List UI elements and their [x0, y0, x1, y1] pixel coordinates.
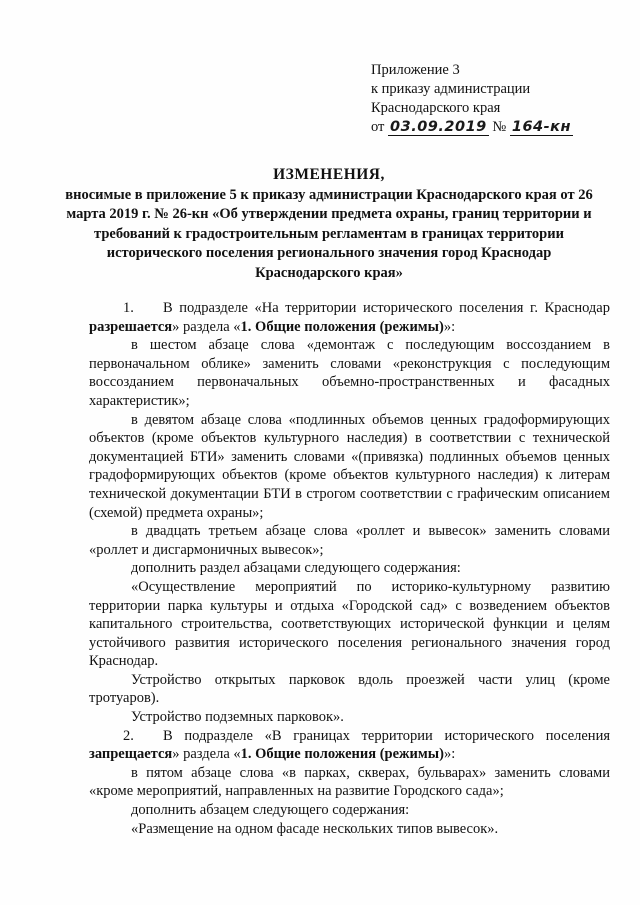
- bold-section-name: 1. Общие положения (режимы): [240, 746, 444, 763]
- paragraph-text: »:: [443, 746, 456, 763]
- paragraph-10: в пятом абзаце слова «в парках, скверах, бульварах» заменить словами «кроме мероприятий, направленных на развитие Городского сада»;: [89, 764, 610, 800]
- paragraph-4: в двадцать третьем абзаце слова «роллет и вывесок» заменить словами «роллет и дисгармоничных вывесок»;: [89, 523, 610, 558]
- paragraph-3: в девятом абзаце слова «подлинных объемов ценных градоформирующих объектов (кроме объектов культурного наследия) в соответствии с технической документацией БТИ» заменить словами «(привязка) подлинных объемов ценных градоформирующих объектов (кроме объектов культурного наследия) к литерам технической документации БТИ в строгом соответствии с графическим описанием (схемой) предмета охраны»;: [89, 411, 610, 521]
- document-title: [60, 165, 598, 283]
- paragraph-text: В подразделе «В границах территории исторического поселения: [163, 727, 610, 744]
- number-prefix: №: [492, 119, 507, 135]
- title-subtitle: вносимые в приложение 5 к приказу администрации Краснодарского края от 26 марта 2019 г. № 26-кн «Об утверждении предмета охраны, границ территории и требований к градостроительным регламентам в границах территории исторического поселения регионального значения город Краснодар Краснодарского края»: [65, 186, 593, 281]
- title-heading: ИЗМЕНЕНИЯ,: [273, 166, 385, 183]
- document-body: [89, 299, 610, 838]
- handwritten-date: 03.09.2019: [390, 119, 487, 135]
- paragraph-9: [89, 727, 610, 764]
- appendix-line-2: к приказу администрации: [371, 81, 531, 97]
- bold-section-name: 1. Общие положения (режимы): [240, 318, 444, 335]
- paragraph-text: В подразделе «На территории исторического поселения г. Краснодар: [163, 300, 610, 316]
- paragraph-number: 1.: [123, 300, 134, 316]
- paragraph-text: » раздела «: [172, 318, 241, 335]
- date-prefix: от: [371, 119, 385, 135]
- appendix-line-3: Краснодарского края: [371, 100, 501, 116]
- paragraph-number: 2.: [123, 727, 134, 744]
- bold-keyword: разрешается: [89, 318, 173, 335]
- paragraph-5: дополнить раздел абзацами следующего содержания:: [131, 560, 461, 577]
- paragraph-11: дополнить абзацем следующего содержания:: [131, 802, 410, 819]
- appendix-date-line: [371, 118, 573, 137]
- handwritten-number: 164-кн: [511, 119, 572, 135]
- bold-keyword: запрещается: [89, 746, 173, 763]
- appendix-line-1: Приложение 3: [371, 62, 460, 78]
- paragraph-7: Устройство открытых парковок вдоль проезжей части улиц (кроме тротуаров).: [89, 671, 610, 707]
- appendix-block: [371, 61, 573, 137]
- paragraph-text: »:: [443, 318, 456, 335]
- paragraph-text: » раздела «: [172, 746, 241, 763]
- paragraph-2: в шестом абзаце слова «демонтаж с последующим воссозданием в первоначальном облике» заменить словами «реконструкция с последующим воссозданием первоначальных объемно-пространственных и фасадных характеристик»;: [89, 337, 610, 409]
- paragraph-12: «Размещение на одном фасаде нескольких типов вывесок».: [131, 820, 499, 837]
- paragraph-6: «Осуществление мероприятий по историко-культурному развитию территории парка культуры и отдыха «Городской сад» с возведением объектов капитального строительства, соответствующих исторической функции и целям устойчивого развития исторического поселения регионального значения город Краснодар.: [89, 578, 610, 670]
- paragraph-8: Устройство подземных парковок».: [131, 709, 344, 726]
- paragraph-1: [89, 299, 610, 336]
